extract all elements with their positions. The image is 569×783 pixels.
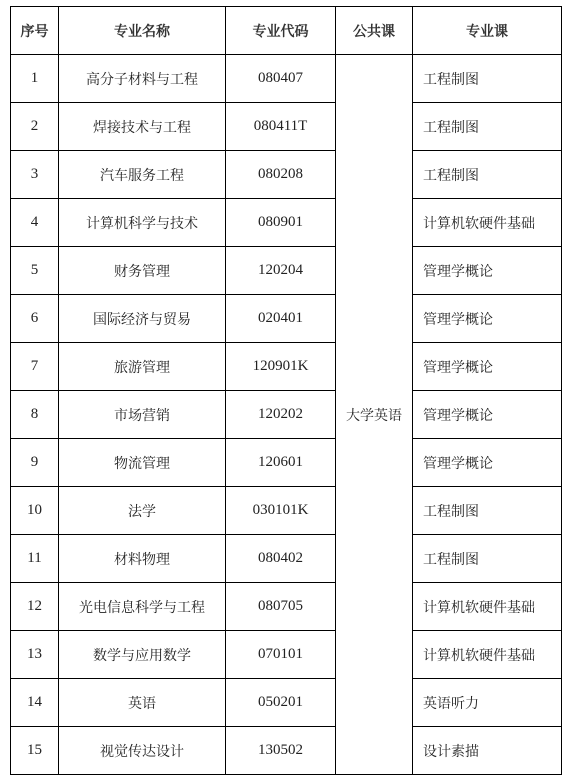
header-public-course: 公共课 xyxy=(336,7,413,55)
cell-major-course: 设计素描 xyxy=(413,727,562,775)
cell-major-name: 国际经济与贸易 xyxy=(59,295,226,343)
cell-major-course: 工程制图 xyxy=(413,55,562,103)
cell-major-code: 120204 xyxy=(226,247,336,295)
table-row xyxy=(11,391,562,439)
table-row xyxy=(11,151,562,199)
cell-major-name: 市场营销 xyxy=(59,391,226,439)
cell-seq: 3 xyxy=(11,151,59,199)
cell-major-name: 物流管理 xyxy=(59,439,226,487)
table-row xyxy=(11,439,562,487)
cell-major-code: 080901 xyxy=(226,199,336,247)
cell-seq: 5 xyxy=(11,247,59,295)
cell-major-name: 材料物理 xyxy=(59,535,226,583)
cell-seq: 6 xyxy=(11,295,59,343)
cell-major-course: 工程制图 xyxy=(413,535,562,583)
cell-major-code: 130502 xyxy=(226,727,336,775)
cell-major-code: 080407 xyxy=(226,55,336,103)
header-major-name: 专业名称 xyxy=(59,7,226,55)
cell-major-course: 工程制图 xyxy=(413,103,562,151)
cell-major-name: 汽车服务工程 xyxy=(59,151,226,199)
cell-major-code: 120901K xyxy=(226,343,336,391)
cell-seq: 4 xyxy=(11,199,59,247)
table-row xyxy=(11,535,562,583)
cell-seq: 8 xyxy=(11,391,59,439)
table-header xyxy=(11,7,562,55)
table-row xyxy=(11,103,562,151)
cell-major-name: 财务管理 xyxy=(59,247,226,295)
table-row xyxy=(11,679,562,727)
cell-seq: 13 xyxy=(11,631,59,679)
cell-seq: 12 xyxy=(11,583,59,631)
table-row xyxy=(11,295,562,343)
cell-public-course: 大学英语 xyxy=(336,55,413,775)
cell-major-code: 080411T xyxy=(226,103,336,151)
cell-major-code: 070101 xyxy=(226,631,336,679)
cell-major-course: 计算机软硬件基础 xyxy=(413,631,562,679)
header-seq: 序号 xyxy=(11,7,59,55)
cell-major-code: 050201 xyxy=(226,679,336,727)
cell-major-code: 120202 xyxy=(226,391,336,439)
cell-seq: 14 xyxy=(11,679,59,727)
cell-major-code: 120601 xyxy=(226,439,336,487)
cell-major-name: 数学与应用数学 xyxy=(59,631,226,679)
cell-major-course: 英语听力 xyxy=(413,679,562,727)
cell-major-name: 计算机科学与技术 xyxy=(59,199,226,247)
cell-seq: 2 xyxy=(11,103,59,151)
cell-seq: 10 xyxy=(11,487,59,535)
cell-major-name: 光电信息科学与工程 xyxy=(59,583,226,631)
cell-major-code: 080402 xyxy=(226,535,336,583)
cell-seq: 15 xyxy=(11,727,59,775)
header-major-course: 专业课 xyxy=(413,7,562,55)
cell-major-course: 管理学概论 xyxy=(413,343,562,391)
header-row xyxy=(11,7,562,55)
cell-major-code: 030101K xyxy=(226,487,336,535)
cell-major-code: 080208 xyxy=(226,151,336,199)
cell-major-course: 工程制图 xyxy=(413,487,562,535)
cell-seq: 7 xyxy=(11,343,59,391)
table-row xyxy=(11,583,562,631)
cell-major-course: 管理学概论 xyxy=(413,391,562,439)
cell-major-course: 管理学概论 xyxy=(413,439,562,487)
table-body xyxy=(11,55,562,775)
cell-major-name: 焊接技术与工程 xyxy=(59,103,226,151)
table-row xyxy=(11,199,562,247)
table-row xyxy=(11,343,562,391)
table-row xyxy=(11,727,562,775)
cell-major-code: 080705 xyxy=(226,583,336,631)
cell-major-course: 管理学概论 xyxy=(413,295,562,343)
cell-seq: 9 xyxy=(11,439,59,487)
cell-seq: 11 xyxy=(11,535,59,583)
table-row xyxy=(11,247,562,295)
cell-major-name: 法学 xyxy=(59,487,226,535)
cell-seq: 1 xyxy=(11,55,59,103)
majors-table xyxy=(10,6,562,775)
cell-major-course: 工程制图 xyxy=(413,151,562,199)
cell-major-name: 英语 xyxy=(59,679,226,727)
table-row xyxy=(11,487,562,535)
cell-major-code: 020401 xyxy=(226,295,336,343)
cell-major-course: 计算机软硬件基础 xyxy=(413,583,562,631)
cell-major-name: 旅游管理 xyxy=(59,343,226,391)
table-row xyxy=(11,55,562,103)
cell-major-name: 高分子材料与工程 xyxy=(59,55,226,103)
cell-major-course: 管理学概论 xyxy=(413,247,562,295)
header-major-code: 专业代码 xyxy=(226,7,336,55)
table-row xyxy=(11,631,562,679)
cell-major-course: 计算机软硬件基础 xyxy=(413,199,562,247)
cell-major-name: 视觉传达设计 xyxy=(59,727,226,775)
